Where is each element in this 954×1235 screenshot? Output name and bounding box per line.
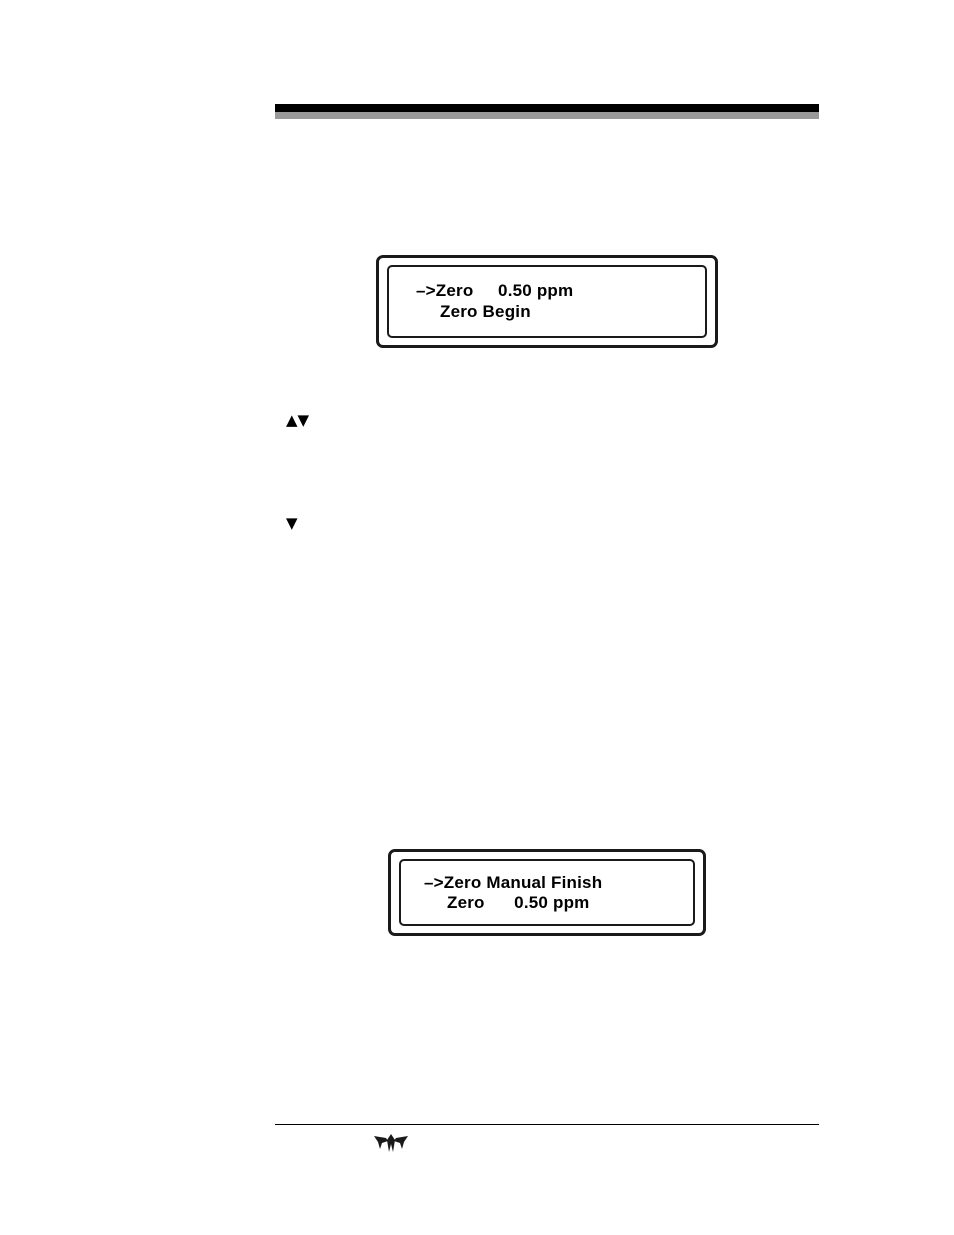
- up-down-arrow-icon: ▲▼: [286, 411, 310, 429]
- down-arrow-icon: ▼: [286, 514, 298, 532]
- footer-rule: [275, 1124, 819, 1125]
- lcd-line-1: –>Zero Manual Finish: [424, 873, 603, 892]
- lcd-display-inner-frame: [387, 265, 707, 338]
- lcd-display-zero-begin: [376, 255, 718, 348]
- lcd-line-2: Zero Begin: [440, 302, 531, 321]
- header-rule-black: [275, 104, 819, 112]
- lcd-line-2: Zero 0.50 ppm: [447, 893, 590, 912]
- header-rule-gray: [275, 112, 819, 119]
- lcd-line-1: –>Zero 0.50 ppm: [416, 281, 574, 300]
- lcd-display-zero-finish: [388, 849, 706, 936]
- teledyne-logo-icon: [372, 1130, 410, 1154]
